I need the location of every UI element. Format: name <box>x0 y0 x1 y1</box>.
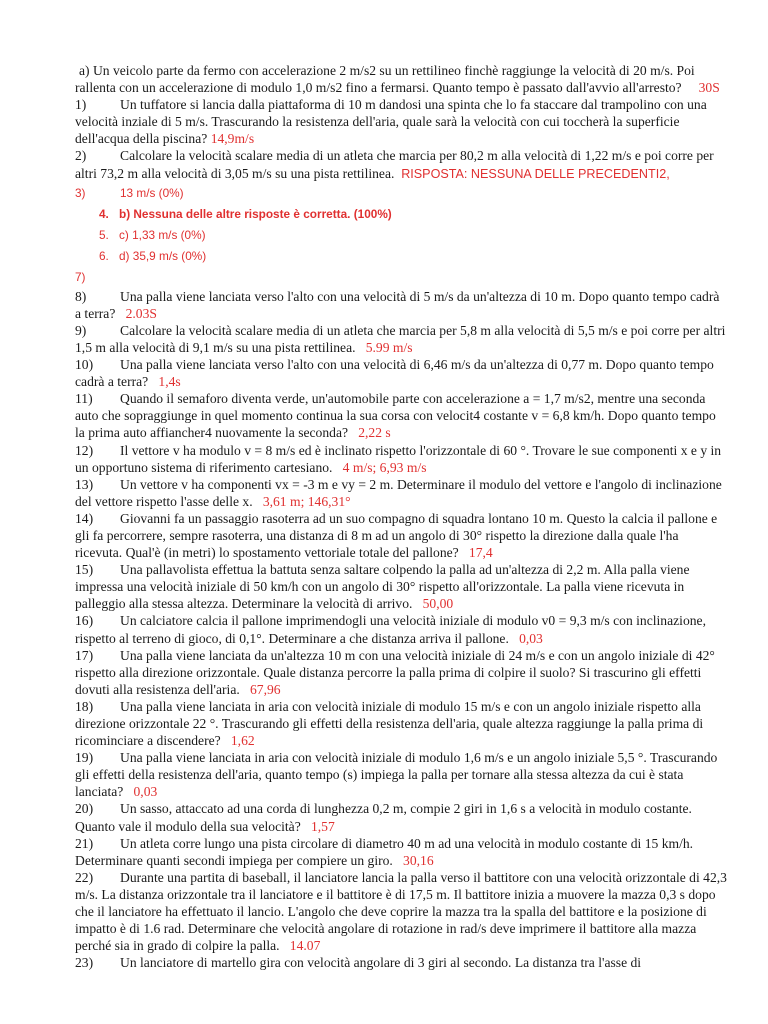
question-item <box>75 835 728 869</box>
question-text: Calcolare la velocità scalare media di un atleta che marcia per 80,2 m alla velocità di 1,22 m/s e poi corre per altri 73,2 m alla velocità di 3,05 m/s su una pista rettilinea. <box>75 148 714 181</box>
answer-options <box>75 183 728 288</box>
option-number: 3) <box>75 185 86 200</box>
question-text: Giovanni fa un passaggio rasoterra ad un suo compagno di squadra lontano 10 m. Questo la calcia il pallone e gli fa percorrere, sempre rasoterra, una distanza di 8 m ad un angolo di 30° rispetto la direzione dalla quale l'ha ricevuta. Qual'è (in metri) lo spostamento vettoriale totale del pallone? <box>75 510 718 561</box>
question-answer: 3,61 m; 146,31° <box>262 493 351 509</box>
question-answer: 0,03 <box>133 784 158 800</box>
question-text: Una palla viene lanciata in aria con velocità iniziale di modulo 1,6 m/s e un angolo iniziale 5,5 °. Trascurando gli effetti della resistenza dell'aria, quanto tempo (s) impiega la palla per tornare alla stessa altezza da cui è stata lanciata? <box>75 750 718 800</box>
question-text: Durante una partita di baseball, il lanciatore lancia la palla verso il battitore con una velocità orizzontale di 42,3 m/s. La distanza orizzontale tra il lanciatore e il battitore è di 17,5 m. Il battitore inizia a muovere la mazza 0,3 s dopo che il lanciatore ha effettuato il lancio. L'angolo che deve coprire la mazza tra la spalla del battitore e la posizione di impatto è di 1.6 rad. Determinare che velocità angolare di rotazione in rad/s deve imprimere il battitore alla mazza perché sia in grado di colpire la palla. <box>75 869 727 954</box>
question-answer: 17,4 <box>468 545 493 561</box>
question-answer: 4 m/s; 6,93 m/s <box>342 459 427 475</box>
question-text: Una palla viene lanciata verso l'alto con una velocità di 6,46 m/s da un'altezza di 0,77 m. Dopo quanto tempo cadrà a terra? <box>75 357 714 390</box>
question-number: 17) <box>75 647 94 663</box>
question-text: Un tuffatore si lancia dalla piattaforma di 10 m dandosi una spinta che lo fa staccare dal trampolino con una velocità inziale di 5 m/s. Trascurando la resistenza dell'aria, quale sarà la velocità con cui toccherà la superficie dell'acqua della piscina? <box>75 97 707 147</box>
question-text: Una palla viene lanciata in aria con velocità iniziale di modulo 15 m/s e con un angolo iniziale rispetto alla direzione orizzontale 22 °. Trascurando gli effetti della resistenza dell'aria, quale altezza raggiunge la palla prima di ricominciare a discendere? <box>75 698 704 749</box>
question-text: Un calciatore calcia il pallone imprimendogli una velocità iniziale di modulo v0 = 9,3 m/s con inclinazione, rispetto al terreno di gioco, di 0,1°. Determinare a che distanza arriva il pallone. <box>75 613 706 646</box>
question-item <box>75 561 728 612</box>
question-answer: 0,03 <box>519 630 543 646</box>
option-number: 7) <box>75 269 86 284</box>
question-answer: 14,9m/s <box>210 131 255 147</box>
question-item <box>75 698 728 749</box>
question-answer: 2.03S <box>125 305 157 321</box>
question-answer: 1,4s <box>158 374 181 390</box>
option-text: b) Nessuna delle altre risposte è corretta. (100%) <box>119 206 392 221</box>
question-text: Il vettore v ha modulo v = 8 m/s ed è inclinato rispetto l'orizzontale di 60 °. Trovare le sue componenti x e y in un opportuno sistema di riferimento cartesiano. <box>75 442 722 475</box>
question-answer: 1,57 <box>310 818 335 834</box>
option-item <box>75 183 728 204</box>
question-number: 8) <box>75 288 87 304</box>
question-number: 22) <box>75 869 94 885</box>
question-item <box>75 612 728 646</box>
question-item <box>75 476 728 510</box>
question-item <box>75 288 728 322</box>
question-answer: 5.99 m/s <box>365 339 413 355</box>
question-2 <box>75 147 728 182</box>
question-answer: 1,62 <box>230 733 255 749</box>
question-number: 9) <box>75 322 87 338</box>
intro-question <box>75 62 728 96</box>
question-item <box>75 442 728 476</box>
question-text: Un vettore v ha componenti vx = -3 m e vy = 2 m. Determinare il modulo del vettore e l'angolo di inclinazione del vettore rispetto l'asse delle x. <box>75 476 722 509</box>
question-item <box>75 356 728 390</box>
question-number: 12) <box>75 442 94 458</box>
question-list <box>75 288 728 972</box>
question-number: 21) <box>75 835 94 851</box>
question-number: 10) <box>75 357 94 373</box>
question-item <box>75 869 728 954</box>
question-number: 13) <box>75 476 94 492</box>
question-text: Calcolare la velocità scalare media di un atleta che marcia per 5,8 m alla velocità di 5,5 m/s e poi corre per altri 1,5 m alla velocità di 9,1 m/s su una pista rettilinea. <box>75 322 726 355</box>
question-number: 16) <box>75 613 94 629</box>
option-text: 13 m/s (0%) <box>120 185 184 200</box>
intro-text: a) Un veicolo parte da fermo con accelerazione 2 m/s2 su un rettilineo finchè raggiunge la velocità di 20 m/s. Poi rallenta con un accelerazione di modulo 1,0 m/s2 fino a fermarsi. Quanto tempo è passato dall'avvio all'arresto? <box>75 63 695 96</box>
question-answer: 67,96 <box>249 681 281 697</box>
question-number: 1) <box>75 97 87 113</box>
question-item <box>75 647 728 698</box>
option-item <box>75 267 728 288</box>
question-item <box>75 800 728 834</box>
question-number: 19) <box>75 750 94 766</box>
question-answer: 2,22 s <box>358 425 391 441</box>
question-text: Una palla viene lanciata verso l'alto con una velocità di 5 m/s da un'altezza di 10 m. Dopo quanto tempo cadrà a terra? <box>75 288 720 321</box>
option-number: 4. <box>99 206 109 221</box>
question-number: 14) <box>75 510 94 526</box>
option-item <box>75 225 728 246</box>
question-number: 18) <box>75 698 94 714</box>
question-text: Un lanciatore di martello gira con velocità angolare di 3 giri al secondo. La distanza tra l'asse di <box>120 955 642 971</box>
option-text: c) 1,33 m/s (0%) <box>119 227 206 242</box>
question-answer: 50,00 <box>422 596 454 612</box>
question-text: Una palla viene lanciata da un'altezza 10 m con una velocità iniziale di 24 m/s e con un angolo iniziale di 42° rispetto alla direzione orizzontale. Quale distanza percorre la palla prima di colpire il suolo? Si trascurino gli effetti dovuti alla resistenza dell'aria. <box>75 647 715 697</box>
question-item <box>75 390 728 441</box>
question-item <box>75 749 728 800</box>
option-number: 5. <box>99 227 109 242</box>
question-number: 2) <box>75 148 87 164</box>
question-text: Una pallavolista effettua la battuta senza saltare colpendo la palla ad un'altezza di 2,2 m. Alla palla viene impressa una velocità iniziale di 50 km/h con un angolo di 30° rispetto all'orizzontale. La palla viene ricevuta in palleggio alla stessa altezza. Determinare la velocità di arrivo. <box>75 562 690 612</box>
question-number: 23) <box>75 955 94 971</box>
question-text: Un atleta corre lungo una pista circolare di diametro 40 m ad una velocità in modulo costante di 15 km/h. Determinare quanti secondi impiega per compiere un giro. <box>75 835 694 868</box>
question-number: 11) <box>75 391 93 407</box>
intro-answer: 30S <box>698 80 720 96</box>
question-item <box>75 322 728 356</box>
option-number: 6. <box>99 248 109 263</box>
question-number: 15) <box>75 562 94 578</box>
question-1 <box>75 96 728 147</box>
question-answer: 14.07 <box>289 938 321 954</box>
question-answer: 30,16 <box>403 852 434 868</box>
option-item <box>75 246 728 267</box>
question-item <box>75 510 728 561</box>
question-text: Un sasso, attaccato ad una corda di lunghezza 0,2 m, compie 2 giri in 1,6 s a velocità in modulo costante. Quanto vale il modulo della sua velocità? <box>75 801 692 834</box>
question-item <box>75 954 728 971</box>
option-text: d) 35,9 m/s (0%) <box>119 248 207 263</box>
question-text: Quando il semaforo diventa verde, un'automobile parte con accelerazione a = 1,7 m/s2, mentre una seconda auto che sopraggiunge in quel momento continua la sua corsa con velocit4 costante v = 6,8 km/h. Dopo quanto tempo la prima auto affiancher4 nuovamente la seconda? <box>75 391 716 441</box>
question-answer: RISPOSTA: NESSUNA DELLE PRECEDENTI2, <box>401 166 670 181</box>
option-item <box>75 204 728 225</box>
question-number: 20) <box>75 801 94 817</box>
